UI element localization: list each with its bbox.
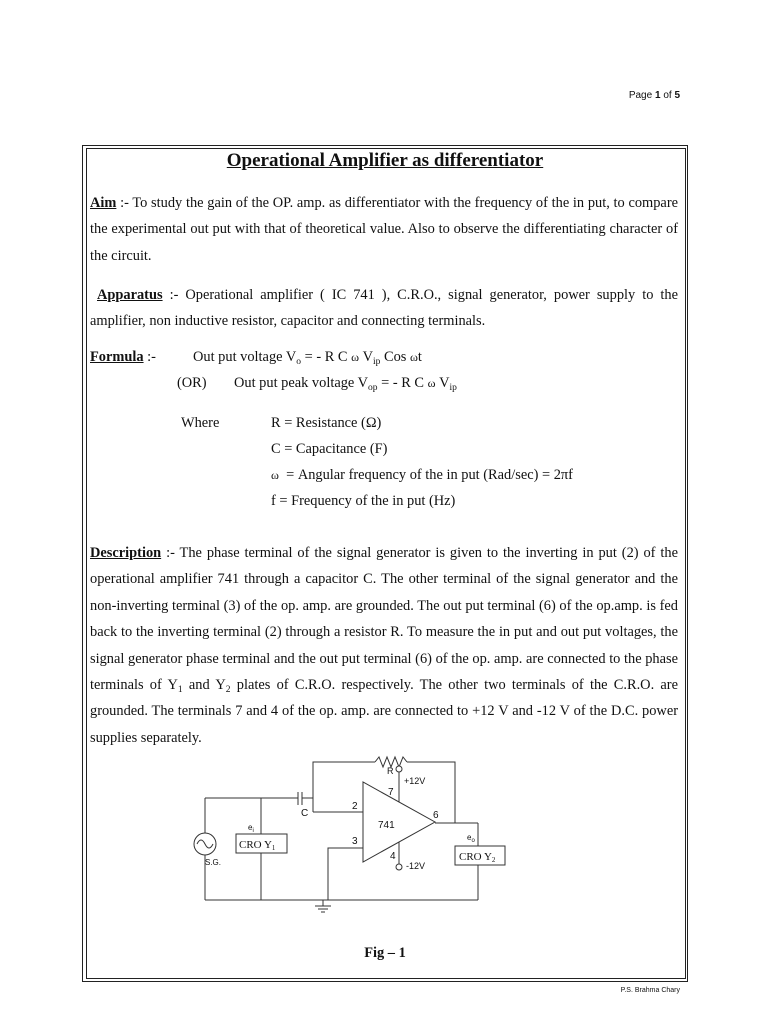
description-text-end: plates of C.R.O. respectively. The other two terminals of the C.R.O. are grounded. The terminals 7 and 4 of the op. amp. are connected to +12 V and -12 V of the D.C. power supplies separately.: [90, 677, 678, 746]
pin4-label: 4: [390, 851, 396, 862]
formula-line1-v: V: [359, 349, 374, 365]
sub-o: o: [296, 357, 302, 367]
apparatus-text: :- Operational amplifier ( IC 741 ), C.R.O., signal generator, power supply to the amplifier, non inductive resistor, capacitor and connecting terminals.: [90, 287, 678, 330]
pin3-wire: [328, 848, 363, 900]
eo-label: $e_o$: [467, 833, 475, 844]
aim-label: Aim: [90, 195, 117, 211]
sub-ip: ip: [373, 357, 381, 367]
def-capacitance: C = Capacitance (F): [271, 441, 388, 457]
pin3-label: 3: [352, 836, 358, 847]
vplus-label: +12V: [404, 776, 426, 786]
formula-line2-text: Out put peak voltage V: [234, 375, 369, 391]
formula-line1-text: Out put voltage V: [193, 349, 297, 365]
formula-line-2: [234, 375, 457, 392]
def-resistance: R = Resistance (Ω): [271, 415, 382, 431]
opamp-label: 741: [378, 820, 395, 831]
formula-line2-mid: = - R C: [377, 375, 428, 391]
pin6-label: 6: [433, 810, 439, 821]
omega-symbol: ω: [410, 350, 418, 364]
figure-caption: Fig – 1: [364, 945, 406, 961]
def-omega: [271, 467, 573, 484]
description-and: and Y: [182, 677, 226, 694]
description-text: :- The phase terminal of the signal generator is given to the inverting in put (2) of the operational amplifier 741 through a capacitor C. The other terminal of the signal generator and the non-inverting terminal (3) of the op. amp. are grounded. The out put terminal (6) of the op.amp. is fed back to the inverting terminal (2) through a resistor R. To measure the in put and out put voltages, the signal generator phase terminal and the out put terminal (6) of the op. amp. are connected to the phase terminals of Y: [90, 545, 678, 694]
cro-y1-label: CRO Y1: [239, 839, 276, 852]
omega-symbol: ω: [427, 376, 436, 390]
omega-symbol: ω: [271, 468, 279, 482]
where-label: Where: [181, 415, 220, 431]
formula-heading: [90, 349, 156, 366]
page-number: Page 1 of 5: [628, 90, 680, 101]
vminus-label: -12V: [406, 861, 426, 871]
author-footer: P.S. Brahma Chary: [620, 987, 680, 994]
cro-y2-label: CRO Y2: [459, 851, 496, 864]
aim-text: :- To study the gain of the OP. amp. as differentiator with the frequency of the in put, to compare the experimental out put with that of theoretical value. Also to observe the differentiating character of the circuit.: [90, 195, 678, 264]
capacitor-label: C: [301, 808, 309, 819]
formula-or: (OR): [177, 375, 207, 391]
omega-symbol: ω: [351, 350, 360, 364]
circuit-diagram: [180, 750, 510, 920]
description-paragraph: [90, 540, 678, 751]
feedback-wire-left: [313, 762, 375, 812]
apparatus-paragraph: [90, 282, 678, 335]
sub-y2: 2: [225, 685, 231, 696]
sub-op: op: [368, 383, 378, 393]
def-frequency: f = Frequency of the in put (Hz): [271, 493, 456, 509]
formula-sep: :-: [143, 349, 156, 365]
formula-line-1: [193, 349, 422, 366]
pin2-label: 2: [352, 801, 358, 812]
source-label: S.G.: [205, 858, 222, 867]
formula-label: Formula: [90, 349, 144, 365]
sub-ip: ip: [449, 383, 457, 393]
aim-paragraph: [90, 190, 678, 269]
def-omega-text: = Angular frequency of the in put (Rad/sec) = 2πf: [286, 467, 573, 483]
formula-line1-t: t: [417, 349, 422, 365]
formula-line1-mid: = - R C: [301, 349, 352, 365]
description-label: Description: [90, 545, 162, 561]
feedback-wire-right: [407, 762, 455, 823]
pin7-label: 7: [388, 787, 394, 798]
sub-y1: 1: [177, 685, 183, 696]
formula-line1-cos: Cos: [380, 349, 410, 365]
ei-label: $e_i$: [248, 823, 254, 834]
page-title: Operational Amplifier as differentiator: [226, 150, 544, 171]
apparatus-label: Apparatus: [97, 287, 163, 303]
resistor-label: R: [387, 766, 394, 776]
formula-line2-v: V: [435, 375, 450, 391]
